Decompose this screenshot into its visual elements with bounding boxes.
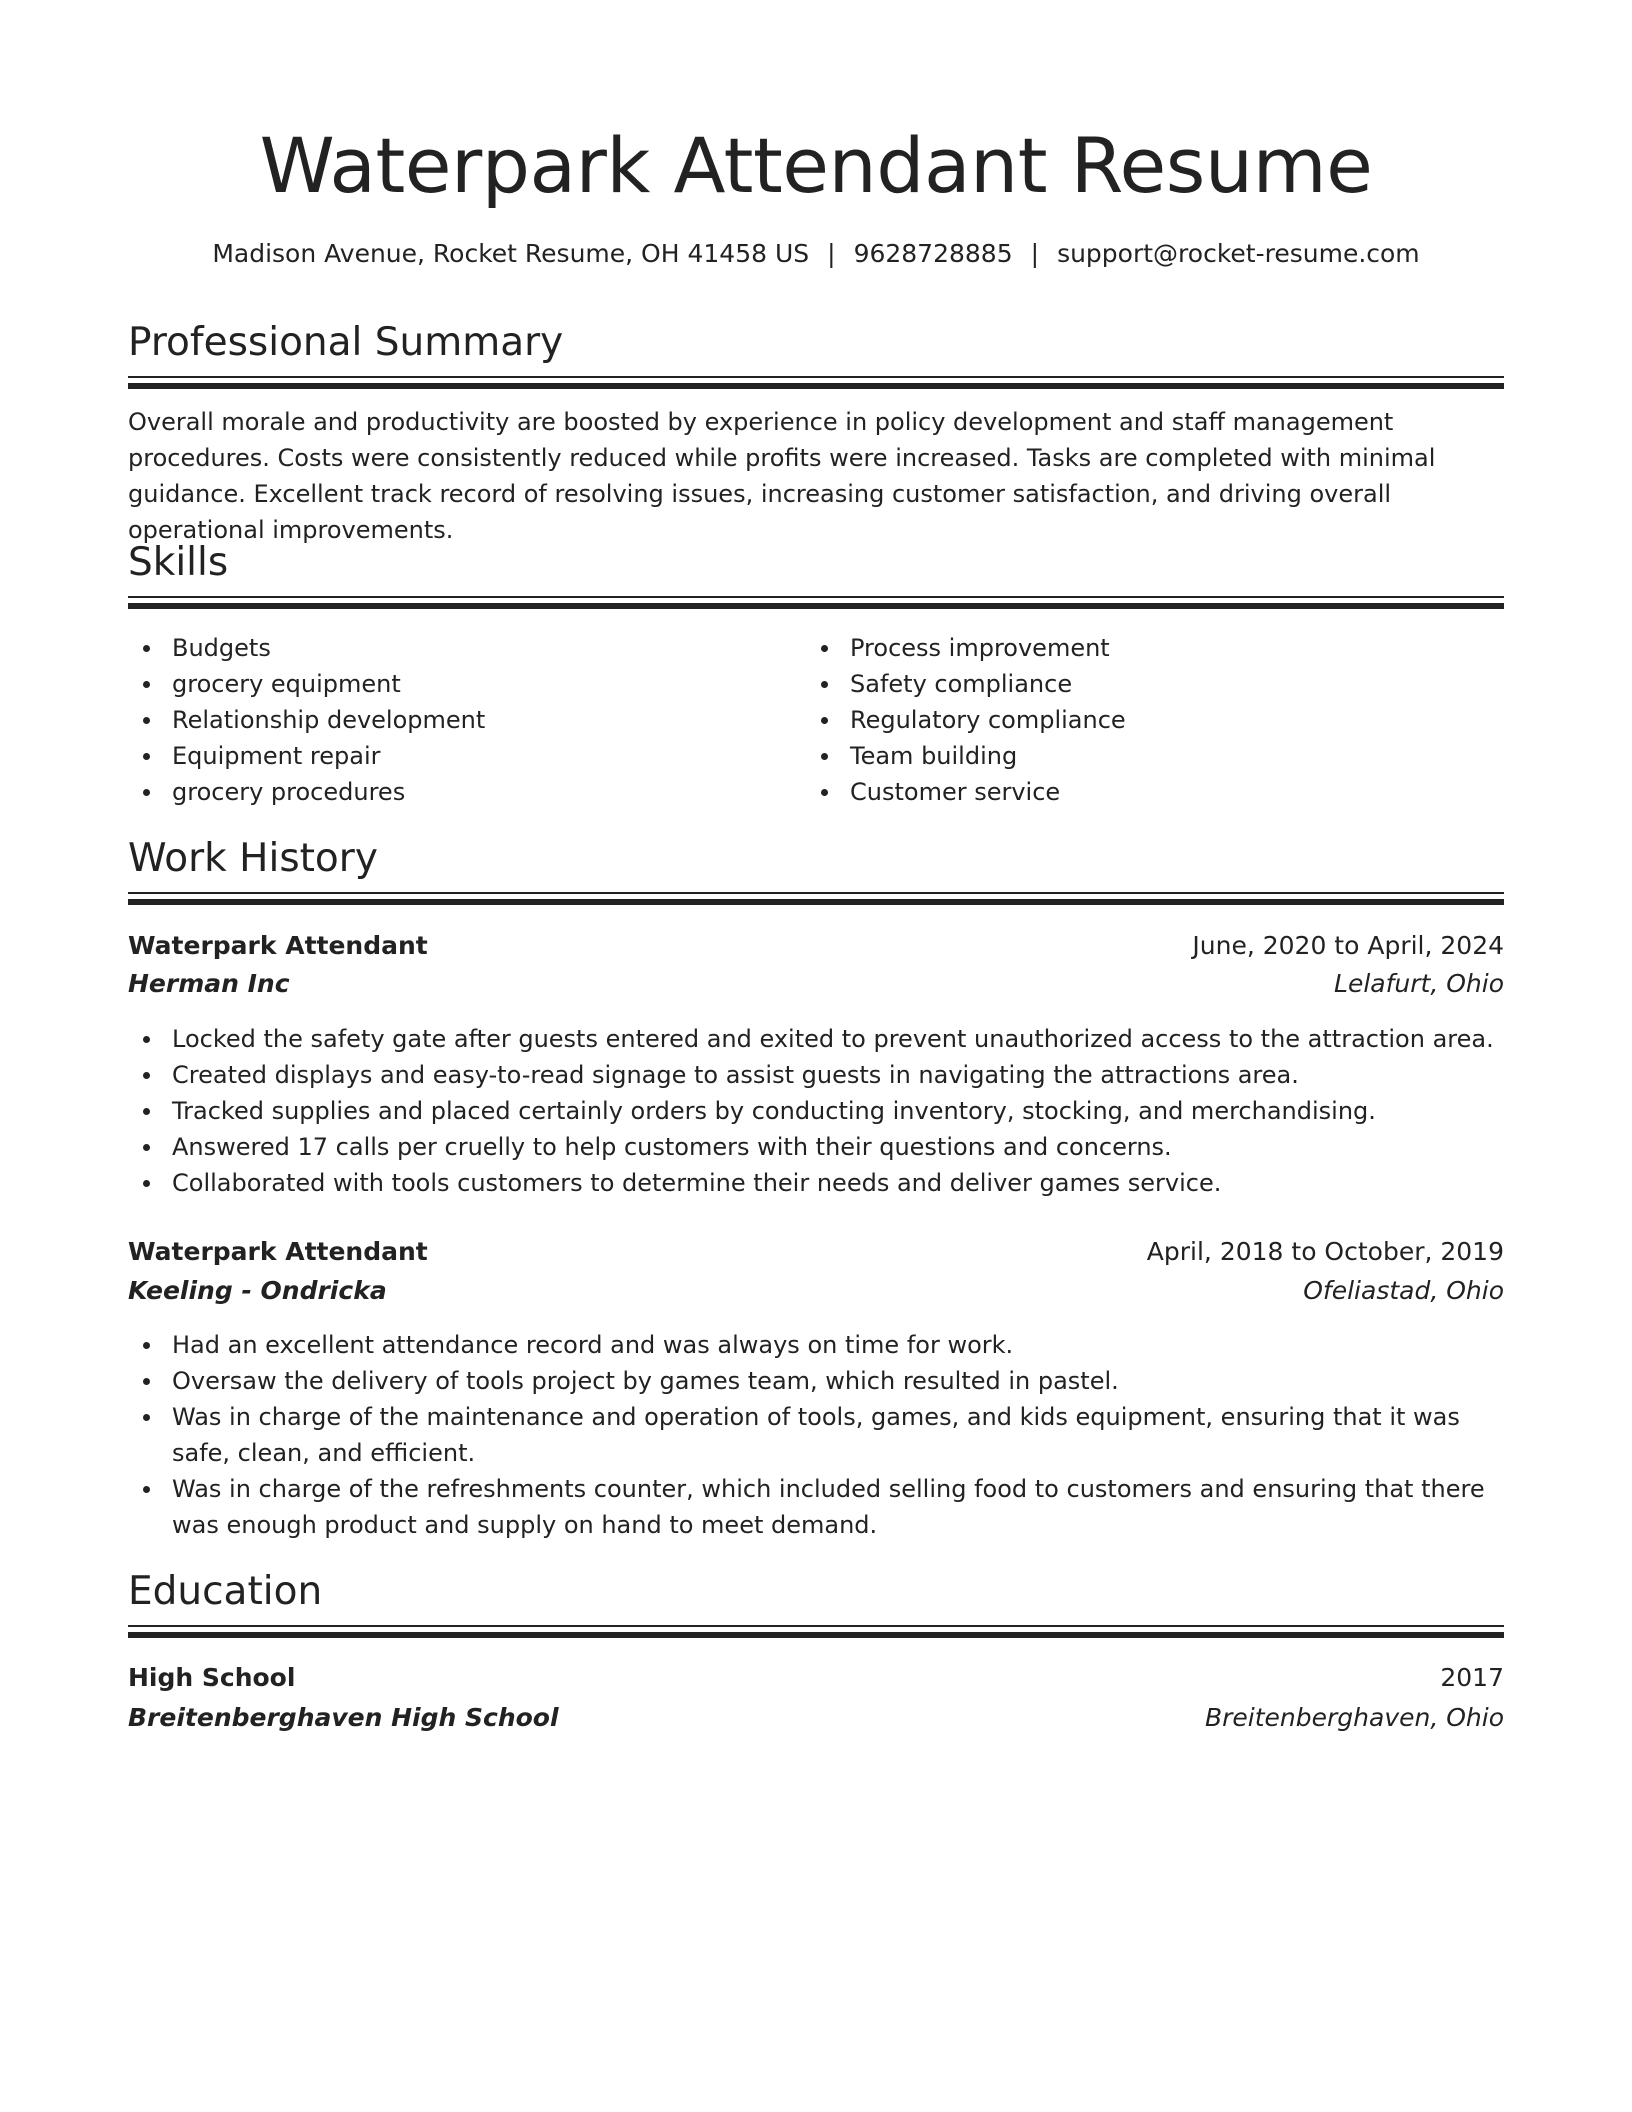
contact-separator: | <box>1030 239 1040 268</box>
education-degree: High School <box>128 1663 296 1692</box>
job-title: Waterpark Attendant <box>128 1237 428 1266</box>
contact-email[interactable]: support@rocket-resume.com <box>1057 239 1420 268</box>
job-duties-list <box>128 1021 1504 1201</box>
job-duty-item: Locked the safety gate after guests entered and exited to prevent unauthorized access to the attraction area. <box>128 1021 1504 1057</box>
section-divider <box>128 892 1504 899</box>
resume-title: Waterpark Attendant Resume <box>259 121 1373 210</box>
skills-section-header <box>128 538 1504 603</box>
education-year: 2017 <box>1440 1663 1504 1692</box>
education-section-header <box>128 1567 1504 1632</box>
job-1-title-row <box>128 927 1504 965</box>
skill-item: Process improvement <box>806 630 1446 666</box>
job-duty-item: Answered 17 calls per cruelly to help customers with their questions and concerns. <box>128 1129 1504 1165</box>
skill-item: Regulatory compliance <box>806 702 1446 738</box>
skill-item: Relationship development <box>128 702 768 738</box>
skill-item: Customer service <box>806 774 1446 810</box>
work-heading: Work History <box>128 836 378 881</box>
job-2-company-row <box>128 1272 1504 1310</box>
job-duty-item: Tracked supplies and placed certainly orders by conducting inventory, stocking, and merchandising. <box>128 1093 1504 1129</box>
job-dates: June, 2020 to April, 2024 <box>1192 931 1504 960</box>
skills-heading: Skills <box>128 540 229 585</box>
skills-left-column <box>128 630 768 810</box>
section-divider <box>128 1625 1504 1632</box>
skill-item: Budgets <box>128 630 768 666</box>
job-title: Waterpark Attendant <box>128 931 428 960</box>
summary-heading: Professional Summary <box>128 320 564 365</box>
job-duties-list <box>128 1327 1504 1543</box>
education-heading: Education <box>128 1569 323 1614</box>
contact-phone: 9628728885 <box>853 239 1013 268</box>
skills-list-left <box>128 630 768 810</box>
section-divider <box>128 596 1504 603</box>
job-location: Ofeliastad, Ohio <box>1303 1276 1504 1305</box>
job-company: Keeling - Ondricka <box>128 1276 387 1305</box>
job-duty-item: Had an excellent attendance record and was always on time for work. <box>128 1327 1504 1363</box>
skill-item: Team building <box>806 738 1446 774</box>
skill-item: grocery equipment <box>128 666 768 702</box>
summary-section-header <box>128 318 1504 383</box>
job-company: Herman Inc <box>128 969 290 998</box>
contact-separator: | <box>827 239 836 268</box>
work-section-header <box>128 834 1504 899</box>
contact-address: Madison Avenue, Rocket Resume, OH 41458 US <box>212 239 810 268</box>
job-duty-item: Created displays and easy-to-read signage to assist guests in navigating the attractions area. <box>128 1057 1504 1093</box>
job-location: Lelafurt, Ohio <box>1334 969 1504 998</box>
job-2-title-row <box>128 1233 1504 1271</box>
skill-item: grocery procedures <box>128 774 768 810</box>
education-location: Breitenberghaven, Ohio <box>1204 1703 1504 1732</box>
job-2-duties <box>128 1327 1504 1543</box>
skill-item: Safety compliance <box>806 666 1446 702</box>
education-school-row <box>128 1699 1504 1737</box>
job-duty-item: Was in charge of the refreshments counter, which included selling food to customers and ensuring that there was enough product and supply on hand to meet demand. <box>128 1471 1504 1543</box>
job-duty-item: Was in charge of the maintenance and operation of tools, games, and kids equipment, ensuring that it was safe, clean, and efficient. <box>128 1399 1504 1471</box>
job-1-company-row <box>128 965 1504 1003</box>
skills-right-column <box>806 630 1446 810</box>
education-school: Breitenberghaven High School <box>128 1703 559 1732</box>
summary-text: Overall morale and productivity are boosted by experience in policy development and staff management procedures. Costs were consistently reduced while profits were increased. Tasks are completed with minimal guidance. Excellent track record of resolving issues, increasing customer satisfaction, and driving overall operational improvements. <box>128 408 1436 544</box>
skills-list-right <box>806 630 1446 810</box>
skill-item: Equipment repair <box>128 738 768 774</box>
section-divider <box>128 376 1504 383</box>
job-1-duties <box>128 1021 1504 1201</box>
contact-line <box>128 236 1504 272</box>
job-duty-item: Oversaw the delivery of tools project by games team, which resulted in pastel. <box>128 1363 1504 1399</box>
job-dates: April, 2018 to October, 2019 <box>1146 1237 1504 1266</box>
education-degree-row <box>128 1659 1504 1697</box>
job-duty-item: Collaborated with tools customers to determine their needs and deliver games service. <box>128 1165 1504 1201</box>
